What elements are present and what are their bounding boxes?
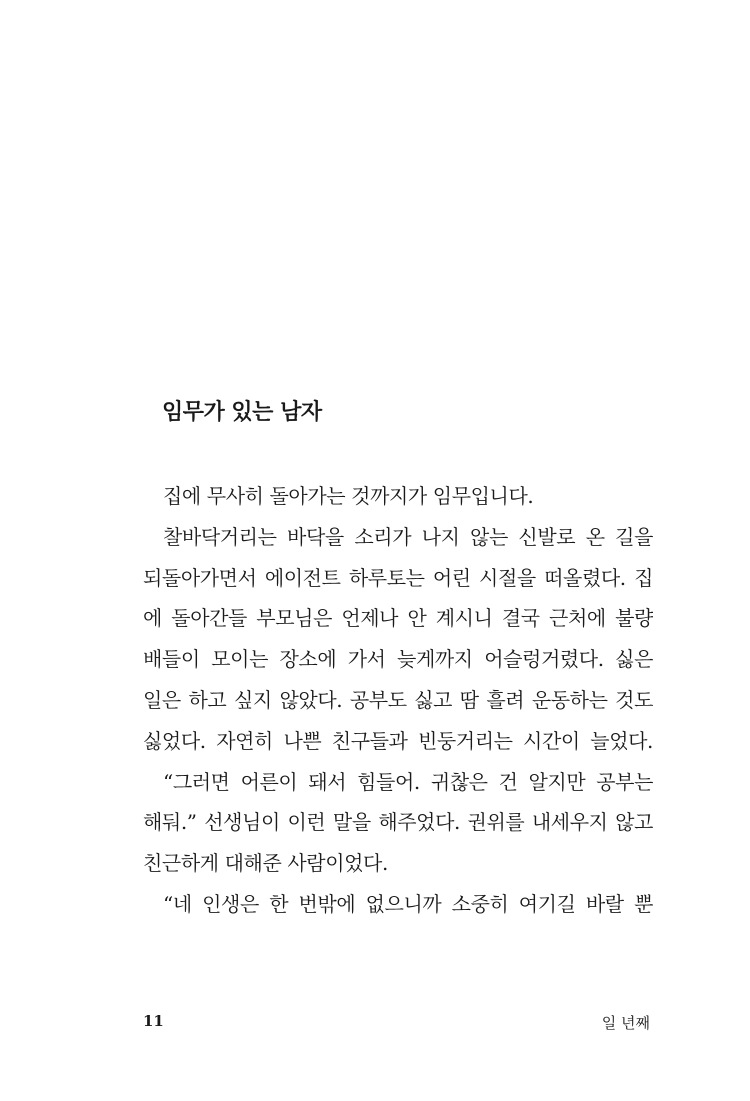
body-line: 에 돌아간들 부모님은 언제나 안 계시니 결국 근처에 불량 xyxy=(143,606,653,631)
body-line: 일은 하고 싶지 않았다. 공부도 싫고 땀 흘려 운동하는 것도 xyxy=(143,687,653,712)
body-line: 해둬.” 선생님이 이런 말을 해주었다. 권위를 내세우지 않고 xyxy=(143,810,653,835)
body-line: 친근하게 대해준 사람이었다. xyxy=(143,851,388,876)
body-line: 싫었다. 자연히 나쁜 친구들과 빈둥거리는 시간이 늘었다. xyxy=(143,728,653,753)
body-line: “그러면 어른이 돼서 힘들어. 귀찮은 건 알지만 공부는 xyxy=(163,769,653,794)
body-text xyxy=(143,476,653,925)
body-line: 배들이 모이는 장소에 가서 늦게까지 어슬렁거렸다. 싫은 xyxy=(143,647,653,672)
page-number: 11 xyxy=(143,1012,164,1030)
body-line: 되돌아가면서 에이전트 하루토는 어린 시절을 떠올렸다. 집 xyxy=(143,565,653,590)
body-line: 집에 무사히 돌아가는 것까지가 임무입니다. xyxy=(163,484,534,508)
running-head: 일 년째 xyxy=(601,1014,650,1032)
body-line: “네 인생은 한 번밖에 없으니까 소중히 여기길 바랄 뿐 xyxy=(163,891,653,916)
chapter-title: 임무가 있는 남자 xyxy=(162,400,322,425)
body-line: 찰바닥거리는 바닥을 소리가 나지 않는 신발로 온 길을 xyxy=(163,524,653,549)
